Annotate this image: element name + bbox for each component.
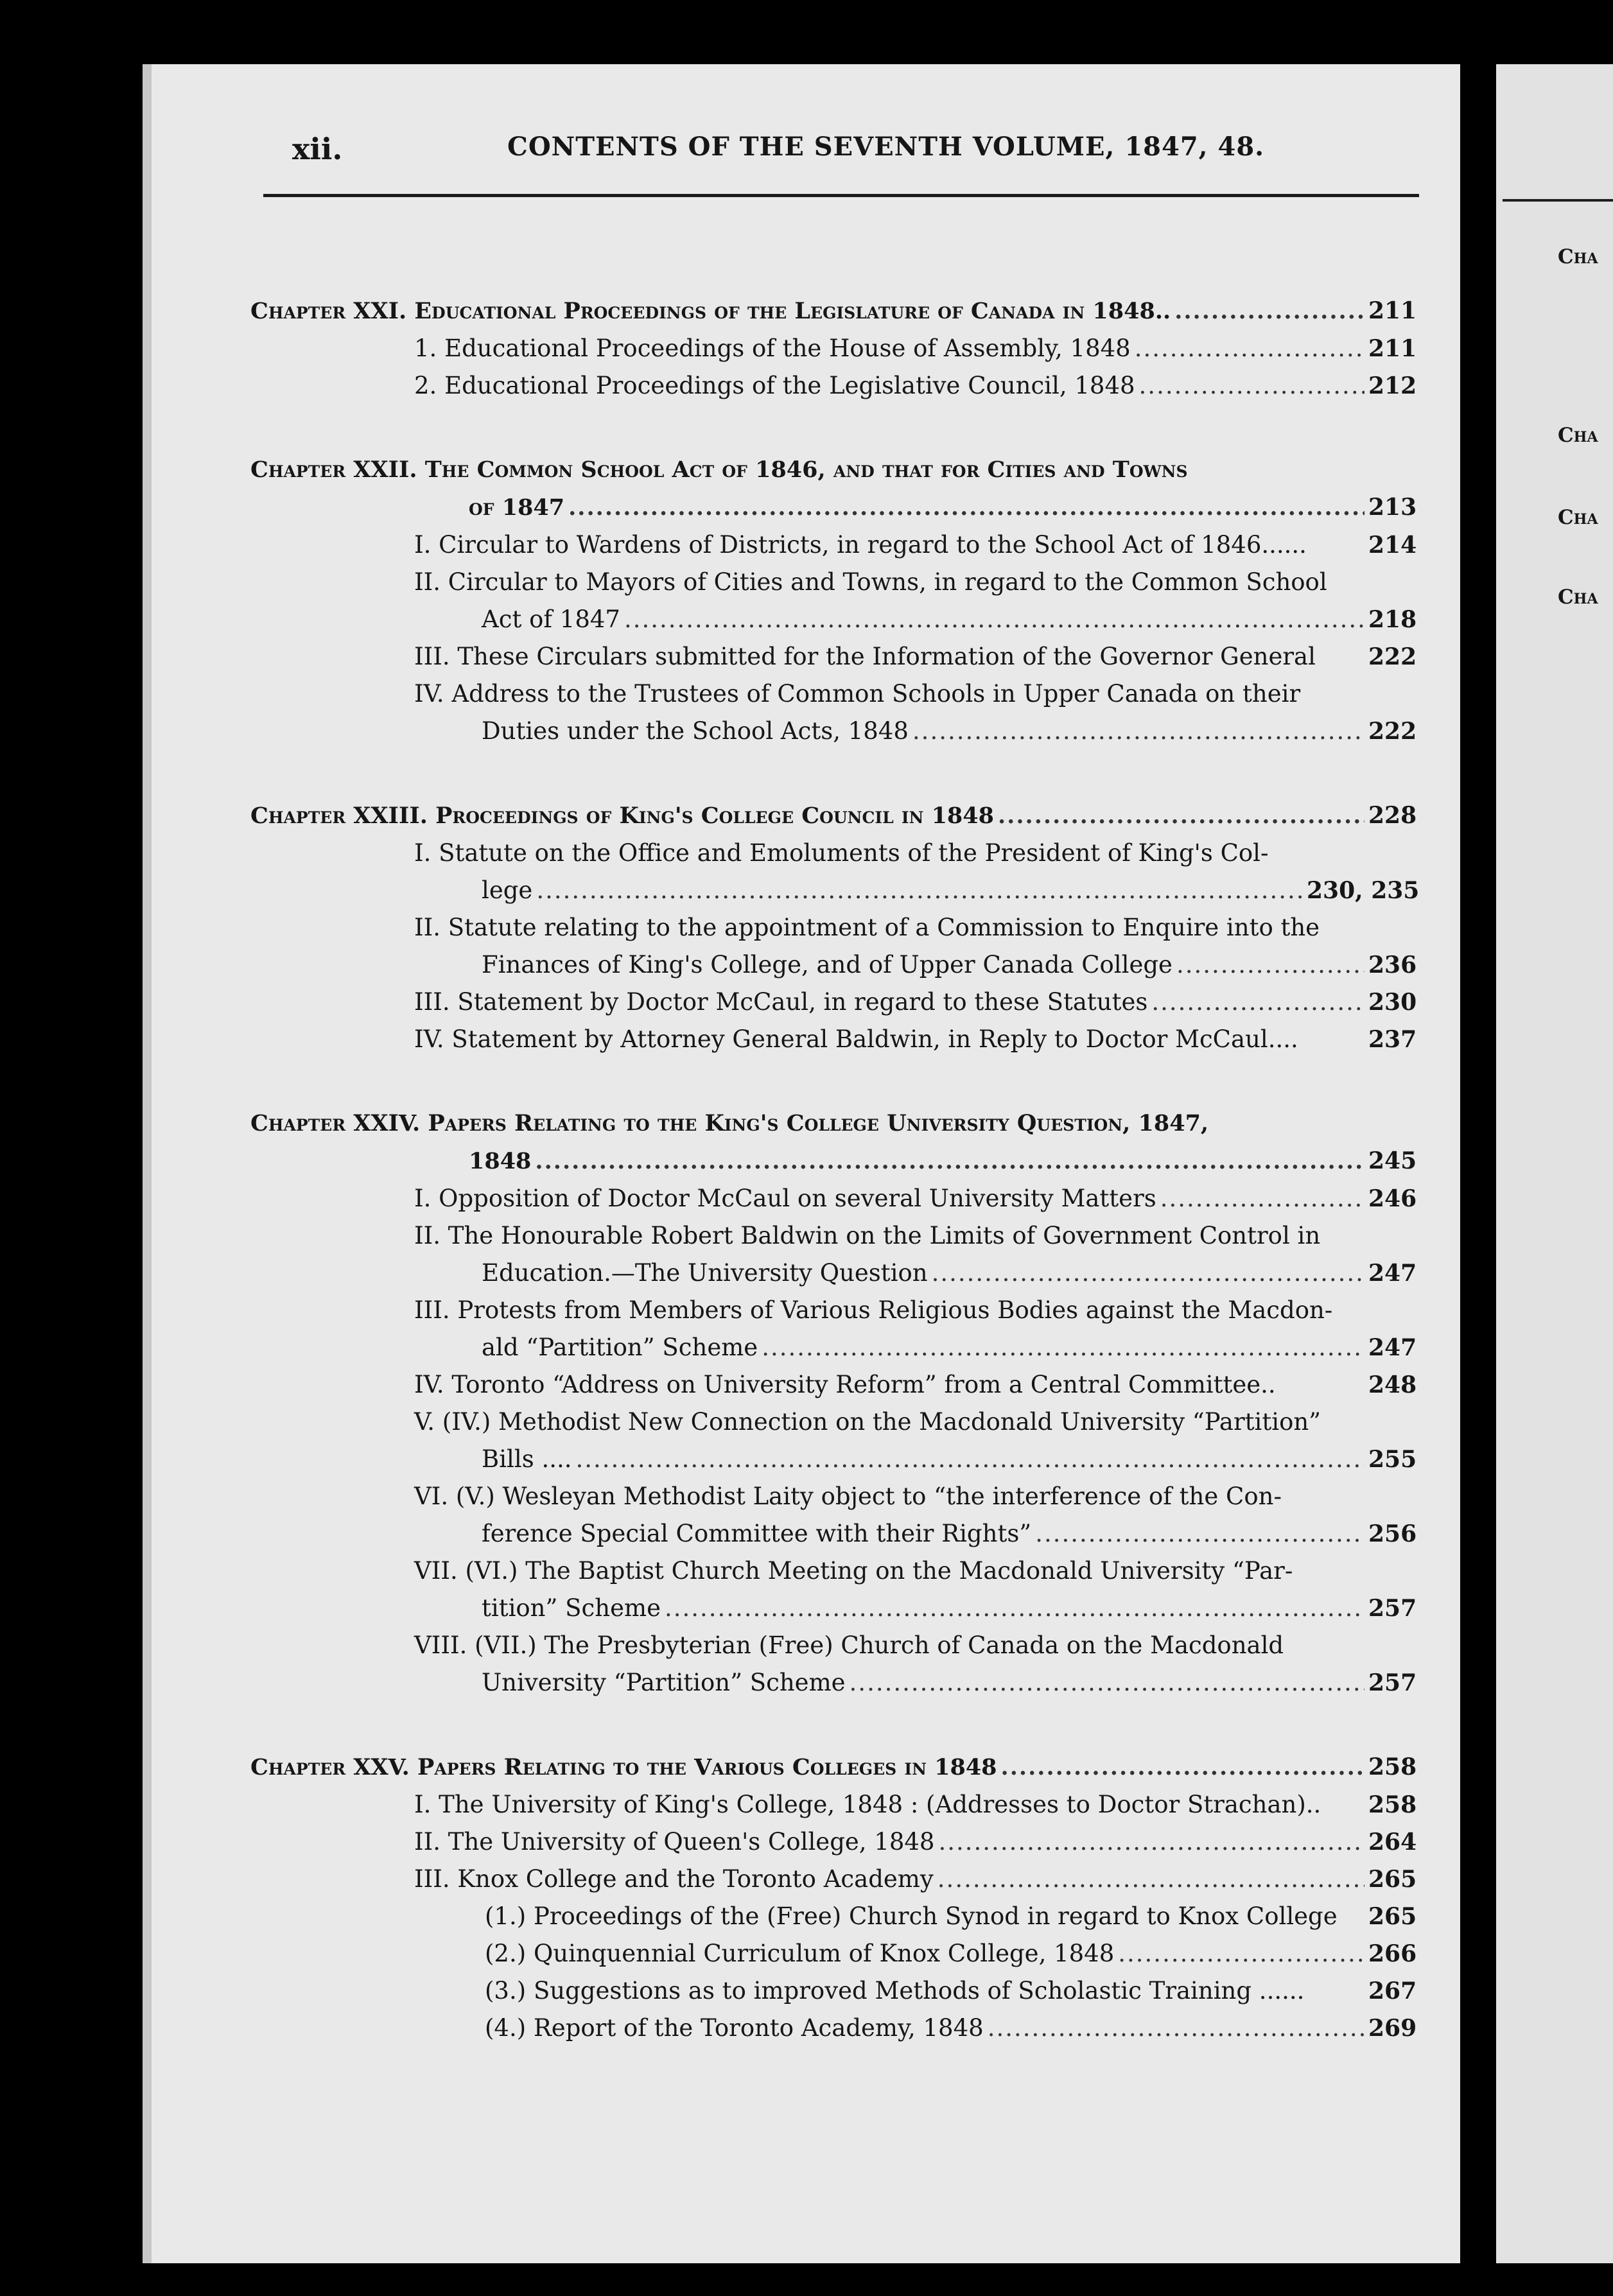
entry-title-continued: lege [482,876,533,904]
toc-entry [250,1180,1416,1217]
page-ref: 236 [1368,952,1417,978]
toc-entry-continued [250,872,1420,909]
leader-dots [998,797,1365,835]
toc-entry-continued [250,601,1416,638]
page-ref: 230 [1368,989,1417,1016]
page-ref: 266 [1368,1940,1417,1967]
entry-number: 2. [414,372,437,399]
entry-number: II. [414,1828,440,1856]
adjacent-header-rule [1503,199,1613,202]
chapter-title: The Common School Act of 1846, and that for Cities and Towns [424,457,1188,483]
adjacent-chapter-stub: Cha [1558,424,1598,447]
leader-dots [568,489,1365,526]
toc-entry [250,675,1416,713]
toc-entry-continued [250,1664,1416,1701]
leader-dots [912,713,1365,750]
entry-title: The University of Queen's College, 1848 [448,1828,935,1856]
leader-dots [575,1441,1365,1478]
entry-number: III. [414,988,450,1016]
chapter-heading [250,451,1416,489]
page-ref: 267 [1368,1978,1417,2005]
entry-title: Protests from Members of Various Religious Bodies against the Macdon- [457,1296,1333,1324]
toc-entry [250,1861,1416,1898]
toc-entry [250,1478,1416,1515]
toc-entry [250,367,1416,404]
chapter-xxiii [250,797,1420,1058]
page-ref: 269 [1368,2015,1417,2042]
entry-number: IV. [414,1025,444,1053]
entry-number: I. [414,1185,432,1212]
leader-dots [1151,984,1365,1021]
leader-dots [762,1329,1365,1366]
entry-number: I. [414,839,432,867]
entry-title-continued: tition” Scheme [482,1594,661,1622]
entry-number: (4.) [485,2014,527,2042]
chapter-xxiv [250,1105,1416,1701]
page-ref: 213 [1368,494,1417,521]
page-ref: 246 [1368,1185,1417,1212]
leader-dots [932,1255,1365,1292]
chapter-xxv [250,1748,1416,2047]
page-ref: 265 [1368,1903,1417,1930]
page-ref: 222 [1368,643,1417,670]
chapter-label: Chapter XXIII. [250,803,428,829]
chapter-heading-continued [250,489,1416,526]
toc-entry [250,330,1416,367]
leader-dots [624,601,1365,638]
entry-title-continued: University “Partition” Scheme [482,1669,846,1696]
toc-subentry [250,1972,1416,2010]
entry-number: (3.) [485,1977,527,2005]
page-ref: 255 [1368,1446,1417,1473]
leader-dots [1176,946,1365,984]
entry-title: Circular to Wardens of Districts, in regard to the School Act of 1846...... [439,531,1307,559]
toc-entry-continued [250,1255,1416,1292]
toc-entry [250,564,1416,601]
entry-title-continued: Duties under the School Acts, 1848 [482,717,909,745]
toc-entry-continued [250,1515,1416,1552]
leader-dots [1118,1935,1365,1972]
chapter-heading [250,292,1416,330]
entry-title: Address to the Trustees of Common Schools in Upper Canada on their [451,680,1301,708]
entry-title: Opposition of Doctor McCaul on several University Matters [439,1185,1156,1212]
entry-title: Statement by Doctor McCaul, in regard to these Statutes [457,988,1148,1016]
toc-entry-continued [250,1590,1416,1627]
leader-dots [535,1143,1365,1180]
entry-title: Statement by Attorney General Baldwin, in Reply to Doctor McCaul.... [451,1025,1298,1053]
entry-title: Suggestions as to improved Methods of Scholastic Training ...... [533,1977,1305,2005]
page-ref: 212 [1368,372,1417,399]
chapter-title: Papers Relating to the King's College University Question, 1847, [428,1110,1209,1136]
page-ref: 257 [1368,1669,1417,1696]
entry-title-continued: Act of 1847 [482,605,620,633]
toc-entry-continued [250,946,1416,984]
page-ref: 211 [1368,297,1417,324]
page-number: xii. [292,132,343,166]
toc-entry [250,1786,1416,1823]
page-ref: 237 [1368,1026,1417,1053]
toc-entry [250,909,1416,946]
entry-title: (IV.) Methodist New Connection on the Macdonald University “Partition” [442,1408,1321,1436]
entry-title: Report of the Toronto Academy, 1848 [533,2014,984,2042]
page-ref: 245 [1368,1147,1417,1174]
entry-title-continued: ference Special Committee with their Rights” [482,1520,1032,1547]
page-ref: 248 [1368,1371,1417,1398]
entry-title: Educational Proceedings of the Legislative Council, 1848 [444,372,1135,399]
adjacent-chapter-stub: Cha [1558,245,1598,268]
leader-dots [1001,1749,1365,1786]
adjacent-page [1496,64,1613,2263]
entry-title-continued: Bills .... [482,1445,572,1473]
entry-title: Educational Proceedings of the House of Assembly, 1848 [444,335,1131,362]
chapter-label: Chapter XXV. [250,1754,410,1780]
page-ref: 218 [1368,606,1417,633]
leader-dots [937,1861,1365,1898]
toc-entry [250,1823,1416,1861]
entry-title: These Circulars submitted for the Information of the Governor General [457,643,1316,670]
entry-number: III. [414,1865,450,1893]
entry-title: Circular to Mayors of Cities and Towns, in regard to the Common School [448,568,1327,596]
page-ref: 264 [1368,1829,1417,1856]
entry-title-continued: ald “Partition” Scheme [482,1334,758,1361]
entry-title: Toronto “Address on University Reform” from a Central Committee.. [451,1371,1276,1398]
entry-number: VII. [414,1557,458,1585]
leader-dots [1035,1515,1365,1552]
page-ref: 211 [1368,335,1417,362]
page-ref: 265 [1368,1866,1417,1893]
chapter-title: Educational Proceedings of the Legislature of Canada in 1848.. [414,298,1171,324]
chapter-title: Proceedings of King's College Council in 1848 [435,803,994,829]
chapter-title-continued: 1848 [469,1148,532,1174]
entry-number: V. [414,1408,435,1436]
chapter-title-continued: of 1847 [469,494,565,521]
entry-number: (1.) [485,1902,527,1930]
toc-entry [250,526,1416,564]
entry-number: I. [414,531,432,559]
leader-dots [1135,330,1365,367]
page-ref: 258 [1368,1791,1417,1818]
adjacent-chapter-stub: Cha [1558,506,1598,529]
toc-entry-continued [250,1441,1416,1478]
toc-entry [250,1292,1416,1329]
entry-number: III. [414,643,450,670]
chapter-label: Chapter XXIV. [250,1110,421,1136]
chapter-heading-continued [250,1142,1416,1180]
entry-title: Knox College and the Toronto Academy [457,1865,934,1893]
adjacent-chapter-stub: Cha [1558,586,1598,609]
leader-dots [665,1590,1365,1627]
entry-title: The Honourable Robert Baldwin on the Limits of Government Control in [448,1222,1321,1249]
page-ref: 258 [1368,1753,1417,1780]
entry-number: 1. [414,335,437,362]
toc-entry [250,1366,1416,1404]
chapter-heading [250,1748,1416,1786]
page-ref: 222 [1368,718,1417,745]
entry-title-continued: Education.—The University Question [482,1259,928,1287]
entry-number: IV. [414,680,444,708]
toc-entry [250,1627,1416,1664]
leader-dots [988,2010,1365,2047]
entry-number: VIII. [414,1631,467,1659]
chapter-title: Papers Relating to the Various Colleges in 1848 [417,1754,997,1780]
entry-number: II. [414,568,440,596]
toc-entry [250,984,1416,1021]
entry-title: Proceedings of the (Free) Church Synod in regard to Knox College [533,1902,1338,1930]
page-ref: 257 [1368,1595,1417,1622]
entry-title: (V.) Wesleyan Methodist Laity object to “the interference of the Con- [455,1483,1282,1510]
entry-title: (VI.) The Baptist Church Meeting on the Macdonald University “Par- [465,1557,1293,1585]
entry-title: Quinquennial Curriculum of Knox College, 1848 [533,1940,1115,1967]
entry-number: I. [414,1791,432,1818]
entry-number: III. [414,1296,450,1324]
entry-title: (VII.) The Presbyterian (Free) Church of Canada on the Macdonald [475,1631,1284,1659]
entry-number: (2.) [485,1940,527,1967]
toc-entry [250,1021,1416,1058]
chapter-xxi [250,292,1416,404]
entry-number: II. [414,1222,440,1249]
toc-entry [250,1404,1416,1441]
header-rule [263,194,1419,197]
entry-title: Statute on the Office and Emoluments of the President of King's Col- [439,839,1269,867]
chapter-xxii [250,451,1416,750]
leader-dots [1174,293,1365,330]
entry-number: VI. [414,1483,449,1510]
leader-dots [1160,1180,1365,1217]
page-ref: 256 [1368,1520,1417,1547]
leader-dots [938,1823,1365,1861]
toc-entry [250,1552,1416,1590]
page-ref: 247 [1368,1260,1417,1287]
chapter-label: Chapter XXII. [250,457,417,483]
toc-entry-continued [250,1329,1416,1366]
chapter-heading [250,1105,1416,1142]
entry-title: The University of King's College, 1848 : (Addresses to Doctor Strachan).. [439,1791,1321,1818]
chapter-heading [250,797,1416,835]
running-title: CONTENTS OF THE SEVENTH VOLUME, 1847, 48. [507,132,1265,162]
chapter-label: Chapter XXI. [250,298,407,324]
toc-entry [250,1217,1416,1255]
toc-subentry [250,1935,1416,1972]
page-ref: 247 [1368,1334,1417,1361]
toc-subentry [250,2010,1416,2047]
leader-dots [536,872,1303,909]
entry-number: II. [414,914,440,941]
page-ref: 228 [1368,802,1417,829]
page-ref: 214 [1368,532,1417,559]
toc-entry [250,638,1416,675]
toc-subentry [250,1898,1416,1935]
leader-dots [850,1664,1365,1701]
entry-title: Statute relating to the appointment of a Commission to Enquire into the [448,914,1320,941]
entry-title-continued: Finances of King's College, and of Upper Canada College [482,951,1173,978]
page-ref: 230, 235 [1307,877,1420,904]
leader-dots [1139,367,1365,404]
toc-entry-continued [250,713,1416,750]
entry-number: IV. [414,1371,444,1398]
table-of-contents [250,292,1420,2094]
toc-entry [250,835,1416,872]
